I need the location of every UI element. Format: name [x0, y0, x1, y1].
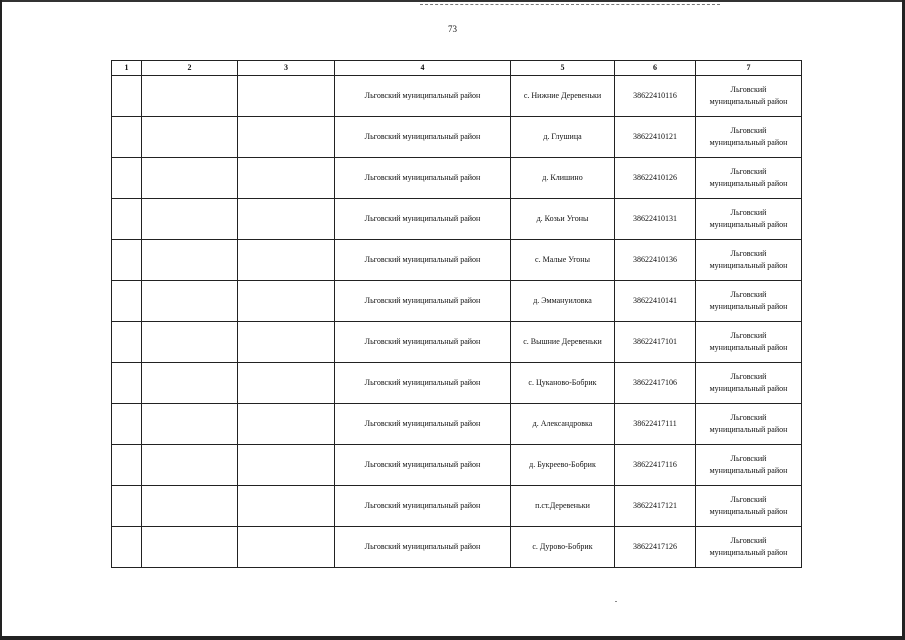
table-row: [112, 117, 802, 158]
cell-col-3: [238, 486, 335, 527]
scan-left-border: [0, 0, 2, 640]
table-row: [112, 158, 802, 199]
cell-col-1: [112, 486, 142, 527]
cell-district: Льговский муниципальный район: [335, 486, 511, 527]
cell-district-short: [696, 240, 802, 281]
cell-col-2: [142, 76, 238, 117]
cell-col-2: [142, 445, 238, 486]
cell-oktmo-code: 38622417116: [615, 445, 696, 486]
cell-settlement: д. Эммануиловка: [511, 281, 615, 322]
district-short-line-2: муниципальный район: [709, 425, 788, 434]
cell-district-short: [696, 117, 802, 158]
cell-col-3: [238, 322, 335, 363]
cell-col-3: [238, 445, 335, 486]
cell-col-1: [112, 240, 142, 281]
district-short-line-1: Льговский: [730, 208, 767, 217]
table-row: [112, 240, 802, 281]
cell-col-1: [112, 158, 142, 199]
table-row: [112, 281, 802, 322]
cell-col-3: [238, 158, 335, 199]
district-short-line-1: Льговский: [730, 372, 767, 381]
cell-oktmo-code: 38622410141: [615, 281, 696, 322]
cell-district: Льговский муниципальный район: [335, 363, 511, 404]
district-short-line-1: Льговский: [730, 331, 767, 340]
cell-district-short: [696, 404, 802, 445]
column-header-7: 7: [696, 61, 802, 76]
cell-settlement: п.ст.Деревеньки: [511, 486, 615, 527]
page-number: 73: [448, 24, 457, 34]
cell-col-2: [142, 322, 238, 363]
table-row: [112, 76, 802, 117]
cell-col-1: [112, 281, 142, 322]
table-row: [112, 363, 802, 404]
cell-oktmo-code: 38622410126: [615, 158, 696, 199]
cell-col-1: [112, 363, 142, 404]
scan-top-marks: [420, 0, 720, 5]
cell-col-2: [142, 363, 238, 404]
cell-district: Льговский муниципальный район: [335, 445, 511, 486]
cell-col-3: [238, 363, 335, 404]
table-row: [112, 322, 802, 363]
table-row: [112, 404, 802, 445]
cell-col-3: [238, 199, 335, 240]
cell-district: Льговский муниципальный район: [335, 117, 511, 158]
district-short-line-2: муниципальный район: [709, 220, 788, 229]
table-body: [112, 76, 802, 568]
cell-district-short: [696, 281, 802, 322]
cell-settlement: с. Вышние Деревеньки: [511, 322, 615, 363]
cell-col-2: [142, 117, 238, 158]
cell-district: Льговский муниципальный район: [335, 527, 511, 568]
cell-col-3: [238, 404, 335, 445]
district-short-line-1: Льговский: [730, 454, 767, 463]
district-short-line-1: Льговский: [730, 495, 767, 504]
cell-settlement: с. Цуканово-Бобрик: [511, 363, 615, 404]
cell-district-short: [696, 527, 802, 568]
district-short-line-2: муниципальный район: [709, 261, 788, 270]
cell-district-short: [696, 199, 802, 240]
cell-settlement: с. Малые Угоны: [511, 240, 615, 281]
cell-district: Льговский муниципальный район: [335, 199, 511, 240]
cell-oktmo-code: 38622417101: [615, 322, 696, 363]
cell-col-3: [238, 76, 335, 117]
cell-district: Льговский муниципальный район: [335, 158, 511, 199]
scan-speck: [615, 601, 617, 602]
cell-oktmo-code: 38622417106: [615, 363, 696, 404]
cell-settlement: д. Александровка: [511, 404, 615, 445]
district-short-line-1: Льговский: [730, 249, 767, 258]
district-short-line-1: Льговский: [730, 413, 767, 422]
table-row: [112, 486, 802, 527]
cell-col-3: [238, 240, 335, 281]
column-header-4: 4: [335, 61, 511, 76]
column-header-6: 6: [615, 61, 696, 76]
cell-oktmo-code: 38622410131: [615, 199, 696, 240]
cell-settlement: д. Глушица: [511, 117, 615, 158]
scan-bottom-border: [0, 636, 905, 640]
district-short-line-2: муниципальный район: [709, 179, 788, 188]
cell-col-3: [238, 281, 335, 322]
table-row: [112, 527, 802, 568]
register-table: [111, 60, 802, 568]
district-short-line-1: Льговский: [730, 126, 767, 135]
district-short-line-2: муниципальный район: [709, 138, 788, 147]
district-short-line-2: муниципальный район: [709, 507, 788, 516]
cell-col-1: [112, 404, 142, 445]
cell-oktmo-code: 38622417121: [615, 486, 696, 527]
district-short-line-1: Льговский: [730, 85, 767, 94]
cell-settlement: д. Козьи Угоны: [511, 199, 615, 240]
district-short-line-2: муниципальный район: [709, 548, 788, 557]
cell-col-1: [112, 199, 142, 240]
district-short-line-2: муниципальный район: [709, 384, 788, 393]
cell-district-short: [696, 158, 802, 199]
cell-district: Льговский муниципальный район: [335, 281, 511, 322]
district-short-line-1: Льговский: [730, 290, 767, 299]
cell-col-3: [238, 117, 335, 158]
cell-col-2: [142, 199, 238, 240]
cell-settlement: с. Нижние Деревеньки: [511, 76, 615, 117]
header-row: [112, 61, 802, 76]
cell-col-2: [142, 158, 238, 199]
cell-col-2: [142, 404, 238, 445]
cell-district: Льговский муниципальный район: [335, 240, 511, 281]
cell-settlement: д. Букреево-Бобрик: [511, 445, 615, 486]
district-short-line-2: муниципальный район: [709, 302, 788, 311]
cell-col-2: [142, 486, 238, 527]
cell-oktmo-code: 38622410116: [615, 76, 696, 117]
column-header-3: 3: [238, 61, 335, 76]
cell-col-1: [112, 322, 142, 363]
cell-col-2: [142, 281, 238, 322]
cell-oktmo-code: 38622417126: [615, 527, 696, 568]
cell-district-short: [696, 445, 802, 486]
cell-oktmo-code: 38622410121: [615, 117, 696, 158]
district-short-line-2: муниципальный район: [709, 97, 788, 106]
district-short-line-2: муниципальный район: [709, 466, 788, 475]
cell-district-short: [696, 322, 802, 363]
column-header-5: 5: [511, 61, 615, 76]
cell-col-1: [112, 445, 142, 486]
cell-settlement: с. Дурово-Бобрик: [511, 527, 615, 568]
cell-col-1: [112, 76, 142, 117]
cell-district: Льговский муниципальный район: [335, 76, 511, 117]
cell-district: Льговский муниципальный район: [335, 322, 511, 363]
cell-oktmo-code: 38622417111: [615, 404, 696, 445]
column-header-2: 2: [142, 61, 238, 76]
column-header-1: 1: [112, 61, 142, 76]
cell-district-short: [696, 363, 802, 404]
table-row: [112, 199, 802, 240]
cell-col-2: [142, 527, 238, 568]
district-short-line-1: Льговский: [730, 167, 767, 176]
cell-district-short: [696, 486, 802, 527]
cell-district: Льговский муниципальный район: [335, 404, 511, 445]
cell-col-3: [238, 527, 335, 568]
cell-settlement: д. Клишино: [511, 158, 615, 199]
district-short-line-2: муниципальный район: [709, 343, 788, 352]
cell-col-2: [142, 240, 238, 281]
cell-col-1: [112, 527, 142, 568]
cell-district-short: [696, 76, 802, 117]
table-row: [112, 445, 802, 486]
cell-col-1: [112, 117, 142, 158]
cell-oktmo-code: 38622410136: [615, 240, 696, 281]
district-short-line-1: Льговский: [730, 536, 767, 545]
